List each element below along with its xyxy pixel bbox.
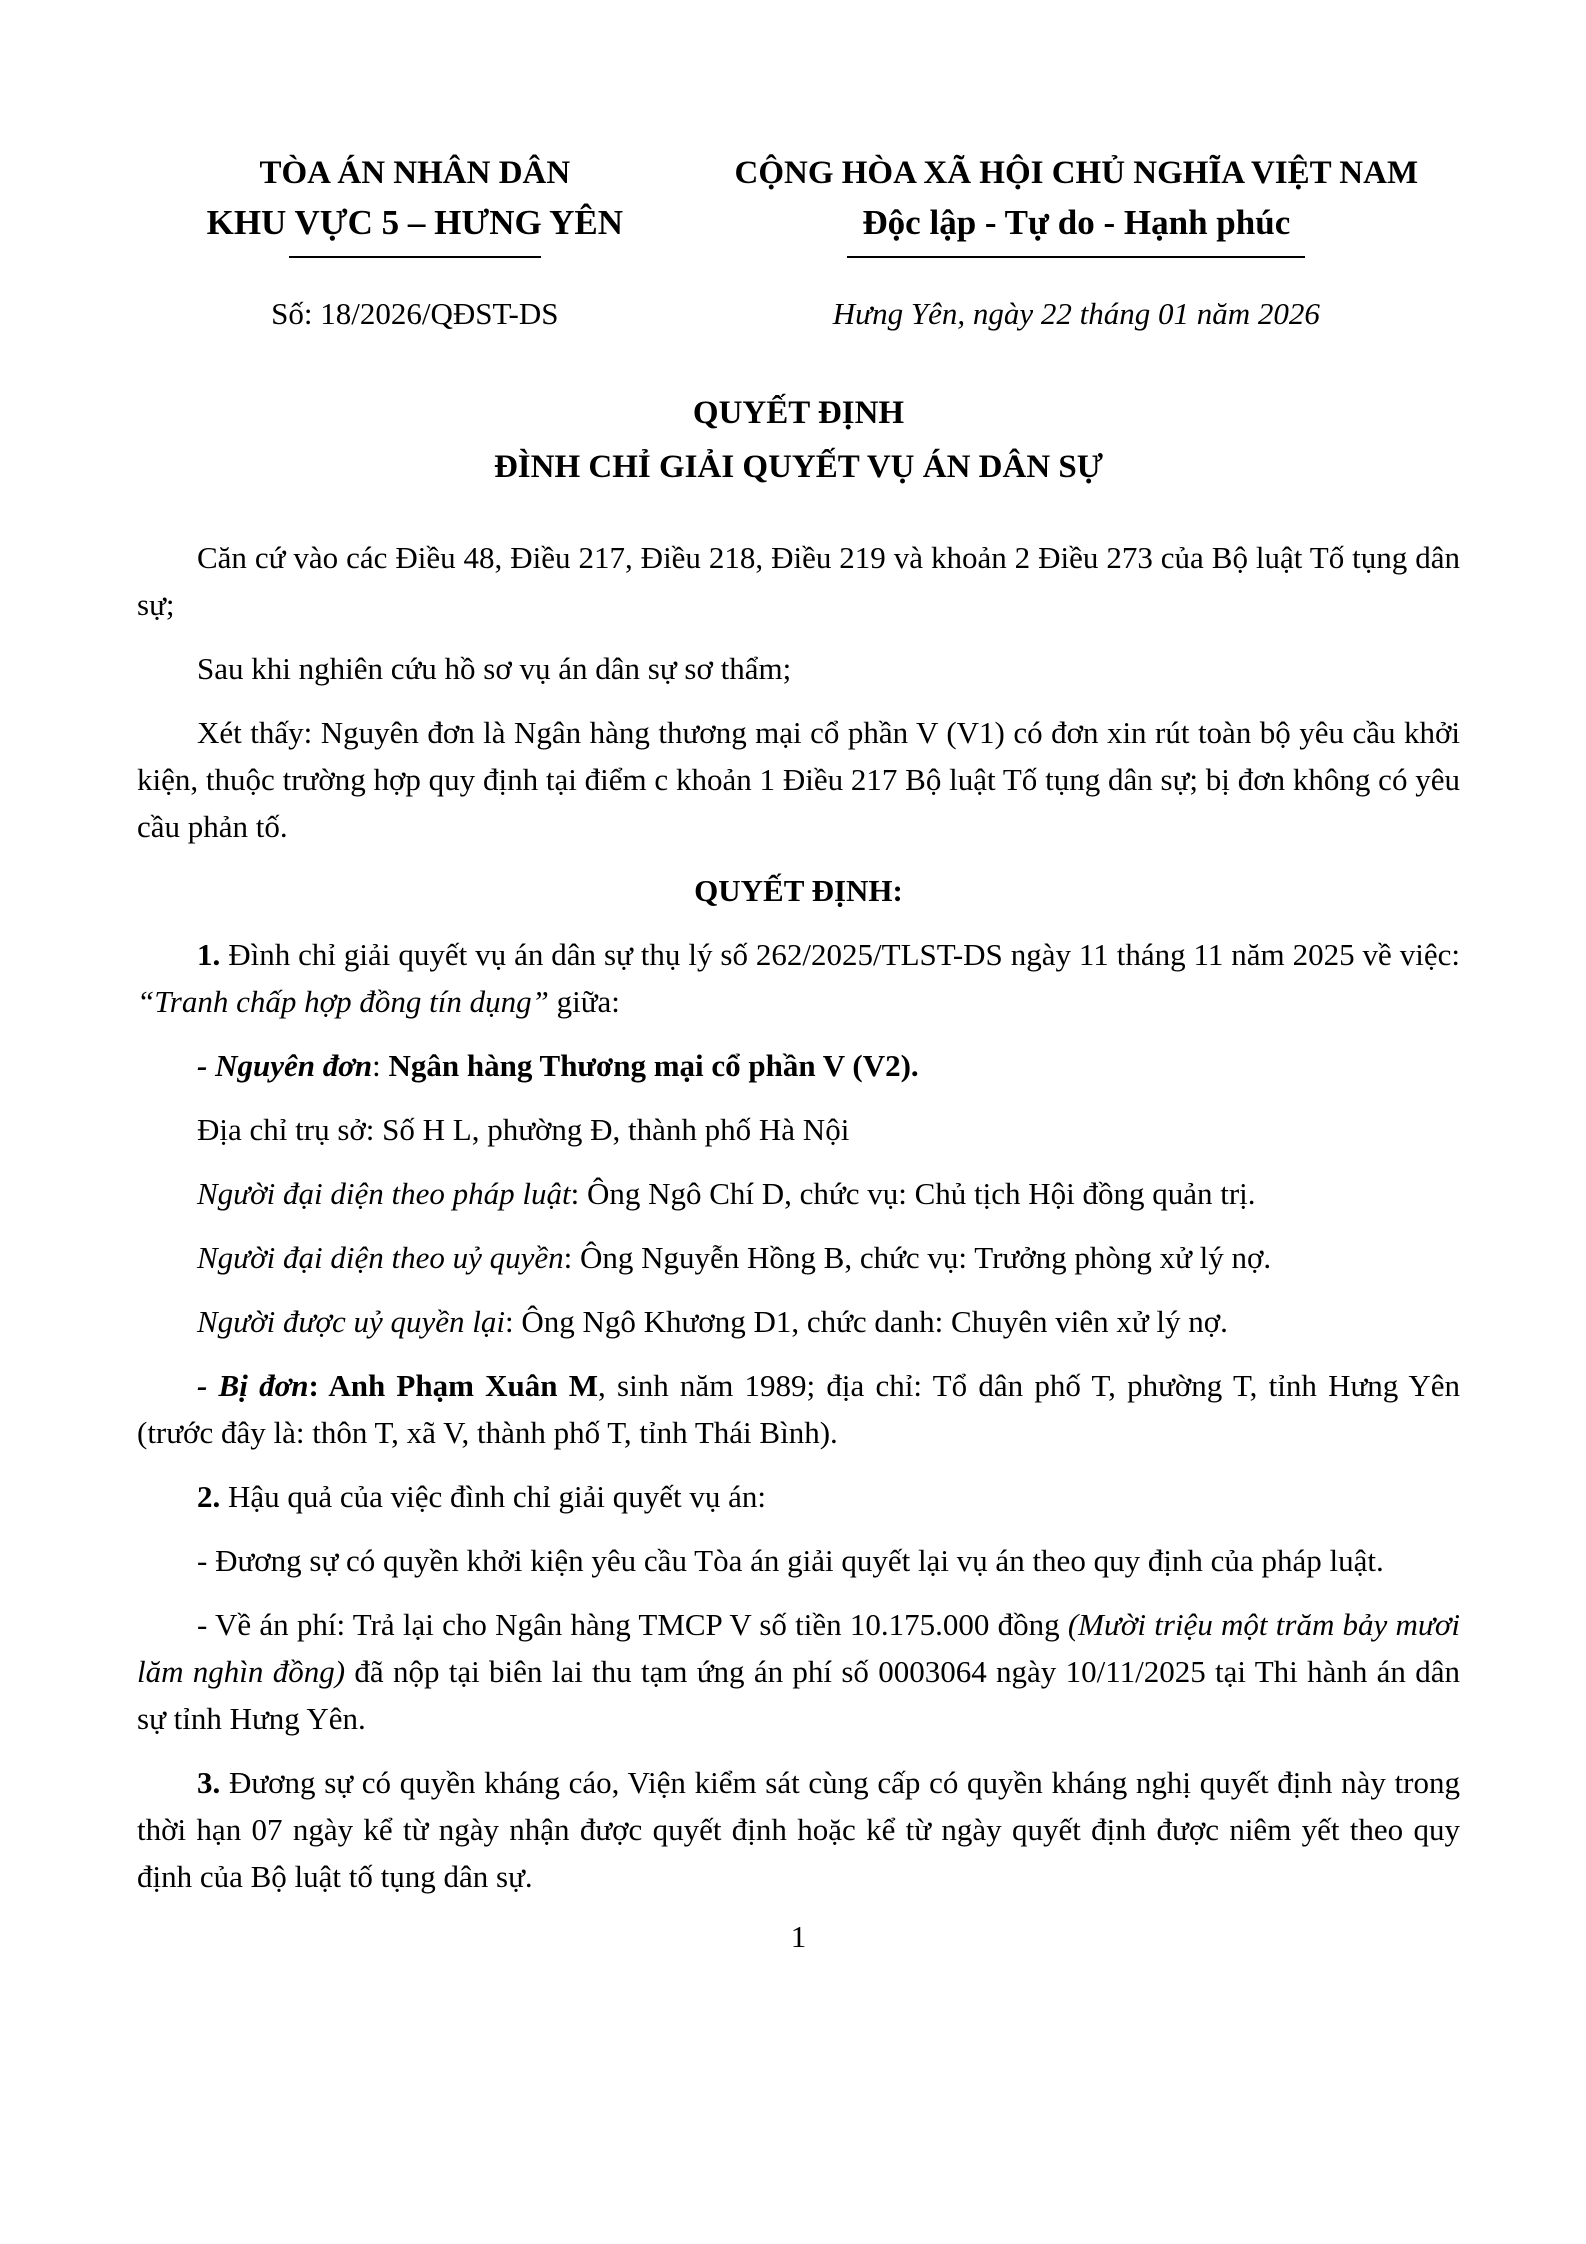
text-segment: Địa chỉ trụ sở: Số H L, phường Đ, thành phố Hà Nội [197, 1112, 850, 1147]
text-segment: : Ông Nguyễn Hồng B, chức vụ: Trưởng phòng xử lý nợ. [563, 1240, 1272, 1275]
text-segment: (Mười triệu một trăm bảy mươi lăm nghìn đồng) [137, 1607, 1460, 1689]
document-body [137, 534, 1460, 1900]
document-header [137, 148, 1460, 334]
paragraph-duong-su-khoi-kien [137, 1537, 1460, 1584]
text-segment: 2. [197, 1479, 221, 1514]
paragraph-nguyen-don [137, 1042, 1460, 1089]
text-segment: Người được uỷ quyền lại [197, 1304, 505, 1339]
text-segment: : [372, 1048, 389, 1083]
text-segment: Căn cứ vào các Điều 48, Điều 217, Điều 218, Điều 219 và khoản 2 Điều 273 của Bộ luật Tố tụng dân sự; [137, 540, 1460, 622]
text-segment: đã nộp tại biên lai thu tạm ứng án phí số 0003064 ngày 10/11/2025 tại Thi hành án dân sự tỉnh Hưng Yên. [137, 1654, 1460, 1736]
paragraph-item-1 [137, 931, 1460, 1025]
text-segment: Hậu quả của việc đình chỉ giải quyết vụ án: [220, 1479, 767, 1514]
title-line2: ĐÌNH CHỈ GIẢI QUYẾT VỤ ÁN DÂN SỰ [493, 449, 1104, 485]
court-name-line2: KHU VỰC 5 – HƯNG YÊN [206, 203, 624, 242]
text-segment: - Bị đơn [197, 1368, 309, 1403]
paragraph-an-phi [137, 1601, 1460, 1742]
text-segment: , sinh năm 1989; địa chỉ: Tổ dân phố T, phường T, tỉnh Hưng Yên (trước đây là: thôn T, xã V, thành phố T, tỉnh Thái Bình). [137, 1368, 1460, 1450]
text-segment: Người đại diện theo pháp luật [197, 1176, 571, 1211]
text-segment: Xét thấy: Nguyên đơn là Ngân hàng thương mại cổ phần V (V1) có đơn xin rút toàn bộ yêu cầu khởi kiện, thuộc trường hợp quy định tại điểm c khoản 1 Điều 217 Bộ luật Tố tụng dân sự; bị đơn không có yêu cầu phản tố. [137, 715, 1460, 844]
paragraph-xet-thay [137, 709, 1460, 850]
national-motto-line2: Độc lập - Tự do - Hạnh phúc [862, 203, 1291, 242]
paragraph-sau-khi [137, 645, 1460, 692]
text-segment: QUYẾT ĐỊNH: [694, 873, 903, 908]
text-segment: : Ông Ngô Khương D1, chức danh: Chuyên viên xử lý nợ. [504, 1304, 1228, 1339]
text-segment: Đình chỉ giải quyết vụ án dân sự thụ lý số 262/2025/TLST-DS ngày 11 tháng 11 năm 2025 về việc: [220, 937, 1460, 972]
text-segment: Anh Phạm Xuân M [328, 1368, 599, 1403]
text-segment: giữa: [548, 984, 620, 1019]
heading-quyet-dinh [137, 867, 1460, 914]
text-segment: 3. [197, 1765, 221, 1800]
paragraph-bi-don [137, 1362, 1460, 1456]
text-segment: : [308, 1368, 329, 1403]
text-segment: - Về án phí: Trả lại cho Ngân hàng TMCP V số tiền 10.175.000 đồng [197, 1607, 1068, 1642]
text-segment: Sau khi nghiên cứu hồ sơ vụ án dân sự sơ thẩm; [197, 651, 792, 686]
text-segment: Đương sự có quyền kháng cáo, Viện kiểm sát cùng cấp có quyền kháng nghị quyết định này trong thời hạn 07 ngày kể từ ngày nhận được quyết định hoặc kể từ ngày quyết định được niêm yết theo quy định của Bộ luật tố tụng dân sự. [137, 1765, 1460, 1894]
text-segment: - Đương sự có quyền khởi kiện yêu cầu Tòa án giải quyết lại vụ án theo quy định của pháp luật. [197, 1543, 1384, 1578]
national-block [693, 148, 1460, 334]
paragraph-uy-quyen-lai [137, 1298, 1460, 1345]
page-number: 1 [790, 1919, 807, 1954]
paragraph-dai-dien-phap-luat [137, 1170, 1460, 1217]
court-block [137, 148, 693, 334]
paragraph-dai-dien-uy-quyen [137, 1234, 1460, 1281]
text-segment: Ngân hàng Thương mại cổ phần V (V2). [388, 1048, 919, 1083]
text-segment: : Ông Ngô Chí D, chức vụ: Chủ tịch Hội đồng quản trị. [570, 1176, 1256, 1211]
text-segment: 1. [197, 937, 221, 972]
title-line1: QUYẾT ĐỊNH [692, 395, 905, 431]
paragraph-item-2 [137, 1473, 1460, 1520]
paragraph-dia-chi [137, 1106, 1460, 1153]
text-segment: “Tranh chấp hợp đồng tín dụng” [137, 984, 549, 1019]
court-name-line1: TÒA ÁN NHÂN DÂN [259, 155, 571, 191]
document-number: Số: 18/2026/QĐST-DS [271, 296, 559, 331]
paragraph-can-cu [137, 534, 1460, 628]
place-date: Hưng Yên, ngày 22 tháng 01 năm 2026 [832, 296, 1320, 331]
motto-underline [847, 256, 1305, 258]
text-segment: Người đại diện theo uỷ quyền [197, 1240, 564, 1275]
court-underline [289, 256, 541, 258]
text-segment: - Nguyên đơn [197, 1048, 373, 1083]
document-title [137, 386, 1460, 494]
paragraph-item-3 [137, 1759, 1460, 1900]
national-motto-line1: CỘNG HÒA XÃ HỘI CHỦ NGHĨA VIỆT NAM [734, 155, 1419, 191]
